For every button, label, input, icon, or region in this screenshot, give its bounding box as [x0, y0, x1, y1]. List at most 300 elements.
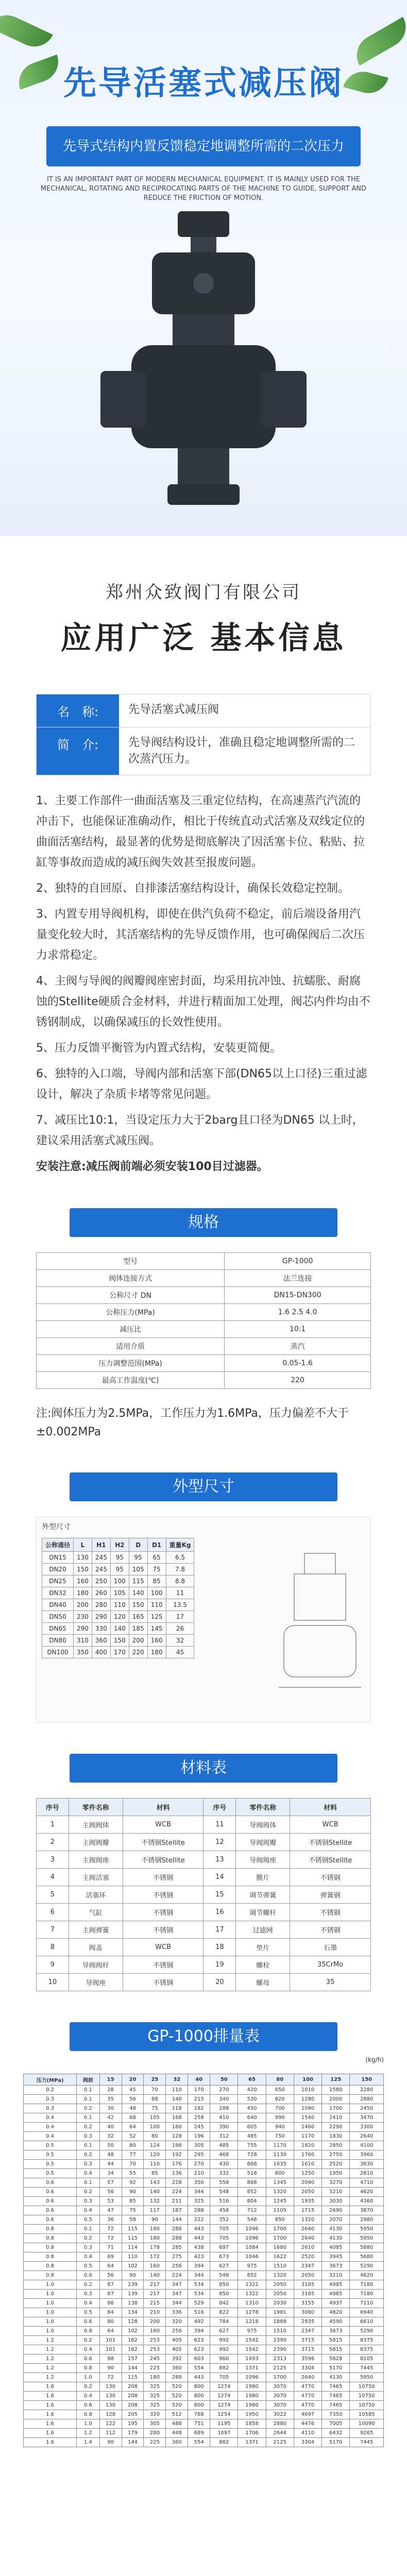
table-cell: 1.6: [24, 2410, 77, 2419]
table-cell: 160: [144, 2327, 166, 2336]
table-cell: 95: [110, 1564, 129, 1575]
table-cell: 168: [166, 2113, 188, 2123]
table-cell: 1.6: [24, 2392, 77, 2401]
table-cell: 65: [147, 1552, 166, 1564]
table-cell: 143: [144, 2178, 166, 2188]
table-cell: 650: [266, 2086, 294, 2095]
flow-row: [24, 2095, 384, 2104]
table-header-cell: 20: [122, 2074, 144, 2086]
table-cell: 0.8: [24, 2243, 77, 2252]
table-cell: 导阀阀体: [236, 1816, 290, 1834]
table-cell: 392: [166, 2354, 188, 2364]
table-cell: 1540: [294, 2113, 321, 2123]
table-cell: 9265: [350, 2429, 384, 2438]
table-cell: 1096: [238, 2373, 266, 2382]
flow-row: [24, 2234, 384, 2243]
table-cell: 28: [99, 2086, 122, 2095]
table-cell: 70: [122, 2160, 144, 2169]
table-cell: 784: [210, 2317, 238, 2327]
table-cell: 347: [166, 2280, 188, 2290]
table-cell: 443: [188, 2234, 210, 2243]
table-cell: 1.0: [24, 2327, 77, 2336]
table-cell: 992: [210, 2336, 238, 2345]
table-cell: 405: [166, 2345, 188, 2354]
table-cell: 868: [238, 2178, 266, 2188]
table-cell: 4697: [294, 2410, 321, 2419]
table-cell: 1510: [266, 2262, 294, 2271]
features-list: [36, 791, 371, 1177]
table-cell: 200: [144, 2317, 166, 2327]
table-cell: 312: [210, 2132, 238, 2141]
table-cell: 1.2: [24, 2345, 77, 2354]
table-header-cell: 重量Kg: [166, 1538, 194, 1552]
flow-row: [24, 2197, 384, 2206]
table-cell: 516: [188, 2308, 210, 2317]
table-cell: 187: [166, 2206, 188, 2215]
table-cell: 45: [122, 2086, 144, 2095]
dimension-table: [42, 1538, 194, 1658]
table-cell: 6.5: [166, 1552, 194, 1564]
table-cell: 623: [188, 2336, 210, 2345]
table-cell: 5290: [350, 2327, 384, 2336]
table-cell: 不锈钢: [123, 1904, 204, 1921]
table-cell: 72: [99, 2225, 122, 2234]
table-cell: 1254: [210, 2410, 238, 2419]
flow-row: [24, 2252, 384, 2262]
table-cell: 35: [290, 1974, 371, 1991]
table-cell: 1046: [238, 2252, 266, 2262]
table-cell: DN80: [42, 1635, 74, 1647]
table-cell: 75: [147, 1564, 166, 1575]
material-row: [37, 1834, 371, 1851]
table-cell: 2644: [266, 2429, 294, 2438]
material-row: [37, 1921, 371, 1939]
flow-row: [24, 2299, 384, 2308]
material-row: [37, 1974, 371, 1991]
table-cell: WCB: [123, 1939, 204, 1956]
table-cell: 1274: [210, 2382, 238, 2392]
table-cell: 3304: [294, 2364, 321, 2373]
table-cell: 788: [188, 2410, 210, 2419]
table-cell: 2: [37, 1834, 69, 1851]
table-cell: 139: [122, 2290, 144, 2299]
table-cell: 不锈钢: [123, 1974, 204, 1991]
table-cell: 160: [147, 1635, 166, 1647]
table-cell: 4130: [322, 2234, 350, 2243]
table-cell: 4085: [322, 2243, 350, 2252]
table-cell: 1700: [266, 2234, 294, 2243]
table-cell: 1278: [238, 2308, 266, 2317]
table-cell: 2090: [294, 2178, 321, 2188]
table-cell: 520: [166, 2382, 188, 2392]
table-cell: 210: [144, 2308, 166, 2317]
table-cell: 2880: [266, 2419, 294, 2429]
table-cell: 95: [110, 1552, 129, 1564]
table-cell: 2050: [266, 2290, 294, 2299]
table-cell: 705: [210, 2373, 238, 2382]
flow-row: [24, 2364, 384, 2373]
table-header-cell: 阀前: [77, 2074, 100, 2086]
table-cell: 7465: [322, 2382, 350, 2392]
table-cell: 42: [99, 2113, 122, 2123]
table-cell: 0.1: [77, 2113, 100, 2123]
table-cell: 554: [188, 2438, 210, 2447]
table-cell: 1858: [238, 2419, 266, 2429]
table-header-cell: 125: [322, 2074, 350, 2086]
table-cell: 140: [166, 2095, 188, 2104]
flow-row: [24, 2271, 384, 2280]
table-cell: 850: [210, 2290, 238, 2299]
table-cell: 8375: [350, 2345, 384, 2354]
table-cell: 10750: [350, 2392, 384, 2401]
table-cell: 2640: [350, 2132, 384, 2141]
table-cell: 245: [188, 2123, 210, 2132]
table-cell: 516: [210, 2197, 238, 2206]
table-cell: 螺母: [236, 1974, 290, 1991]
table-cell: 4770: [294, 2401, 321, 2410]
table-cell: 196: [188, 2132, 210, 2141]
table-cell: 1010: [294, 2086, 321, 2095]
table-cell: 3945: [322, 2252, 350, 2262]
table-cell: 0.5: [24, 2160, 77, 2169]
table-cell: 260: [92, 1587, 110, 1599]
table-cell: 130: [99, 2382, 122, 2392]
table-header-cell: 100: [294, 2074, 321, 2086]
table-cell: 阀体连接方式: [37, 1270, 225, 1287]
table-cell: 800: [188, 2401, 210, 2410]
flow-row: [24, 2410, 384, 2419]
table-cell: 211: [166, 2197, 188, 2206]
table-cell: 0.4: [24, 2113, 77, 2123]
table-cell: 1.2: [24, 2354, 77, 2364]
table-cell: 0.5: [24, 2141, 77, 2150]
table-cell: 0.1: [77, 2225, 100, 2234]
flow-row: [24, 2317, 384, 2327]
table-cell: 325: [188, 2197, 210, 2206]
table-cell: 90: [122, 2271, 144, 2280]
table-cell: 336: [166, 2308, 188, 2317]
table-cell: 调节螺杆: [236, 1904, 290, 1921]
table-cell: 88: [144, 2095, 166, 2104]
table-cell: 117: [144, 2206, 166, 2215]
dimension-heading: 外型尺寸: [70, 1472, 337, 1501]
table-cell: 34: [99, 2169, 122, 2178]
table-header-cell: 零件名称: [69, 1799, 123, 1816]
table-cell: 101: [99, 2336, 122, 2345]
table-cell: 10:1: [225, 1321, 371, 1338]
table-cell: 1371: [238, 2438, 266, 2447]
table-cell: 700: [266, 2104, 294, 2113]
table-cell: 822: [210, 2308, 238, 2317]
table-cell: 3070: [266, 2392, 294, 2401]
table-cell: 3673: [322, 2327, 350, 2336]
table-cell: 6940: [350, 2308, 384, 2317]
company-name: 郑州众致阀门有限公司: [106, 582, 301, 603]
table-cell: 290: [74, 1623, 92, 1635]
table-cell: 不锈钢Stellite: [290, 1834, 371, 1851]
table-cell: 56: [99, 2271, 122, 2280]
table-cell: 适用介质: [37, 1338, 225, 1355]
spec-row: [37, 1304, 371, 1321]
table-cell: 344: [166, 2299, 188, 2308]
table-cell: 140: [110, 1623, 129, 1635]
table-cell: 75: [144, 2104, 166, 2113]
table-cell: 2000: [322, 2095, 350, 2104]
table-cell: 压力调整范围(MPa): [37, 1355, 225, 1372]
table-cell: 2935: [294, 2317, 321, 2327]
table-cell: 44: [99, 2160, 122, 2169]
flow-row: [24, 2336, 384, 2345]
table-cell: 128: [99, 2410, 122, 2419]
table-cell: 1280: [294, 2095, 321, 2104]
table-cell: 288: [210, 2104, 238, 2113]
table-cell: 3210: [322, 2188, 350, 2197]
table-cell: 485: [210, 2141, 238, 2150]
table-cell: 140: [144, 2271, 166, 2280]
table-cell: 20: [204, 1974, 236, 1991]
table-cell: 0.5: [77, 2308, 100, 2317]
table-cell: 0.8: [24, 2252, 77, 2262]
table-cell: 2610: [294, 2243, 321, 2252]
table-cell: 2347: [294, 2327, 321, 2336]
table-cell: 7005: [322, 2419, 350, 2429]
table-cell: 1.6: [24, 2419, 77, 2429]
table-cell: 4770: [294, 2382, 321, 2392]
table-cell: 3185: [294, 2280, 321, 2290]
table-cell: 1980: [238, 2392, 266, 2401]
table-cell: 1820: [294, 2141, 321, 2150]
table-cell: 85: [144, 2169, 166, 2178]
table-cell: 1.2: [24, 2364, 77, 2373]
table-header-cell: 32: [166, 2074, 188, 2086]
table-cell: 4820: [322, 2308, 350, 2317]
table-cell: 3715: [294, 2336, 321, 2345]
table-cell: 627: [210, 2262, 238, 2271]
table-cell: 2450: [350, 2104, 384, 2113]
table-cell: 2290: [322, 2123, 350, 2132]
divider: [0, 536, 407, 567]
material-row: [37, 1851, 371, 1869]
table-cell: 1035: [266, 2160, 294, 2169]
table-cell: 不锈钢Stellite: [290, 1851, 371, 1869]
table-cell: 不锈钢: [123, 1956, 204, 1974]
table-cell: 85: [122, 2197, 144, 2206]
table-cell: 3070: [266, 2401, 294, 2410]
flow-row: [24, 2086, 384, 2095]
table-cell: 0.4: [77, 2392, 100, 2401]
flow-row: [24, 2188, 384, 2197]
table-cell: 1322: [238, 2290, 266, 2299]
table-cell: 3270: [322, 2178, 350, 2188]
table-cell: 1.0: [24, 2308, 77, 2317]
table-cell: 1700: [266, 2225, 294, 2234]
table-cell: 32: [99, 2132, 122, 2141]
table-cell: 0.2: [77, 2104, 100, 2113]
table-cell: 245: [144, 2354, 166, 2364]
table-cell: 2520: [322, 2160, 350, 2169]
table-cell: 3596: [294, 2354, 321, 2364]
flow-row: [24, 2327, 384, 2336]
table-cell: 0.6: [77, 2401, 100, 2410]
flow-row: [24, 2308, 384, 2317]
table-cell: 115: [129, 1575, 147, 1587]
table-cell: 4985: [322, 2290, 350, 2299]
table-cell: 180: [144, 2225, 166, 2234]
table-cell: 45: [166, 1647, 194, 1658]
table-header-cell: 压力(MPa): [24, 2074, 77, 2086]
table-cell: 344: [188, 2188, 210, 2197]
table-cell: 0.2: [77, 2123, 100, 2132]
table-cell: 2070: [322, 2215, 350, 2225]
spec-row: [37, 1338, 371, 1355]
table-cell: 800: [188, 2392, 210, 2401]
table-cell: 1680: [266, 2243, 294, 2252]
table-cell: DN100: [42, 1647, 74, 1658]
table-cell: 100: [144, 2123, 166, 2132]
table-cell: 405: [166, 2336, 188, 2345]
table-cell: 型号: [37, 1253, 225, 1270]
table-cell: 0.5: [77, 2262, 100, 2271]
table-cell: 1542: [238, 2336, 266, 2345]
table-cell: 8105: [350, 2354, 384, 2364]
table-cell: 1195: [210, 2419, 238, 2429]
table-cell: 603: [188, 2354, 210, 2364]
info-value: 先导活塞式减压阀: [128, 703, 219, 716]
table-cell: 0.6: [24, 2206, 77, 2215]
table-cell: 230: [74, 1611, 92, 1623]
table-cell: 75: [122, 2206, 144, 2215]
table-cell: 18: [204, 1939, 236, 1956]
section-title: 应用广泛 基本信息: [60, 620, 347, 656]
table-cell: 3304: [294, 2438, 321, 2447]
table-cell: 5950: [350, 2373, 384, 2382]
table-cell: 102: [122, 2327, 144, 2336]
table-cell: 0.6: [24, 2197, 77, 2206]
table-cell: 165: [129, 1611, 147, 1623]
table-cell: 3715: [294, 2345, 321, 2354]
dimension-row: [42, 1623, 194, 1635]
table-cell: 157: [122, 2354, 144, 2364]
table-cell: 0.1: [77, 2141, 100, 2150]
table-cell: 975: [238, 2262, 266, 2271]
table-cell: 主阀活塞: [69, 1869, 123, 1886]
table-cell: 69: [99, 2252, 122, 2262]
flow-unit: (kg/h): [365, 2056, 384, 2063]
info-key: 简 介:: [37, 727, 119, 775]
table-cell: 975: [238, 2327, 266, 2336]
material-heading: 材料表: [70, 1754, 337, 1783]
table-cell: 1980: [238, 2401, 266, 2410]
table-cell: 492: [188, 2317, 210, 2327]
table-cell: 5815: [322, 2345, 350, 2354]
table-cell: 118: [166, 2104, 188, 2113]
table-cell: 2347: [294, 2262, 321, 2271]
table-cell: 26: [166, 1623, 194, 1635]
table-cell: 7.8: [166, 1564, 194, 1575]
table-cell: 285: [166, 2243, 188, 2252]
table-cell: 2750: [322, 2150, 350, 2160]
table-cell: 2640: [294, 2373, 321, 2382]
table-cell: 5950: [350, 2225, 384, 2234]
table-cell: 488: [166, 2419, 188, 2429]
table-cell: 0.6: [77, 2354, 100, 2364]
table-cell: 180: [144, 2234, 166, 2243]
table-cell: 1.6: [24, 2438, 77, 2447]
table-cell: 1981: [266, 2308, 294, 2317]
table-cell: 53: [99, 2197, 122, 2206]
table-cell: 70: [144, 2086, 166, 2095]
table-cell: 0.8: [77, 2327, 100, 2336]
table-cell: 过滤网: [236, 1921, 290, 1939]
flow-row: [24, 2225, 384, 2234]
table-cell: 1090: [294, 2104, 321, 2113]
table-cell: 71: [99, 2243, 122, 2252]
table-cell: 420: [238, 2086, 266, 2095]
table-cell: 224: [166, 2188, 188, 2197]
table-cell: 2410: [322, 2113, 350, 2123]
material-row: [37, 1816, 371, 1834]
table-cell: 144: [122, 2438, 144, 2447]
table-cell: 250: [92, 1575, 110, 1587]
spec-row: [37, 1355, 371, 1372]
table-cell: 208: [122, 2392, 144, 2401]
table-cell: 182: [188, 2104, 210, 2113]
table-cell: 140: [144, 2188, 166, 2197]
table-cell: 56: [99, 2188, 122, 2197]
table-cell: 2390: [266, 2345, 294, 2354]
table-cell: 275: [166, 2252, 188, 2262]
table-cell: 最高工作温度(℃): [37, 1372, 225, 1389]
dimension-row: [42, 1647, 194, 1658]
table-cell: 16: [204, 1904, 236, 1921]
table-cell: 256: [166, 2262, 188, 2271]
table-cell: 3870: [350, 2206, 384, 2215]
table-cell: 6432: [322, 2429, 350, 2438]
table-cell: 0.1: [77, 2086, 100, 2095]
flow-row: [24, 2429, 384, 2438]
table-cell: 95: [129, 1552, 147, 1564]
table-cell: 4985: [322, 2280, 350, 2290]
table-cell: 110: [166, 2086, 188, 2095]
table-cell: 3673: [322, 2262, 350, 2271]
table-cell: 443: [188, 2373, 210, 2382]
table-cell: 4620: [350, 2188, 384, 2197]
table-cell: 7445: [350, 2364, 384, 2373]
table-cell: 84: [99, 2308, 122, 2317]
material-row: [37, 1886, 371, 1904]
table-cell: 0.4: [77, 2299, 100, 2308]
table-header-cell: 15: [99, 2074, 122, 2086]
table-cell: 1.6: [24, 2382, 77, 2392]
flow-row: [24, 2178, 384, 2188]
table-cell: 330: [92, 1623, 110, 1635]
table-header-cell: D1: [147, 1538, 166, 1552]
table-cell: 325: [144, 2401, 166, 2410]
table-cell: 750: [266, 2132, 294, 2141]
table-cell: 0.2: [77, 2188, 100, 2197]
flow-row: [24, 2160, 384, 2169]
table-cell: 13.5: [166, 1599, 194, 1611]
table-cell: 394: [188, 2327, 210, 2336]
feature-item: 3、内置专用导阀机构，即使在供汽负荷不稳定，前后端设备用汽量变化较大时，其活塞结构的先导反馈作用，也可确保阀后二次压力求常稳定。: [36, 908, 365, 962]
table-cell: 56: [122, 2095, 144, 2104]
table-cell: 430: [210, 2160, 238, 2169]
table-cell: 114: [122, 2243, 144, 2252]
info-row: [37, 694, 370, 727]
table-cell: 4100: [350, 2141, 384, 2150]
table-cell: 110: [144, 2160, 166, 2169]
table-cell: 0.8: [24, 2271, 77, 2280]
